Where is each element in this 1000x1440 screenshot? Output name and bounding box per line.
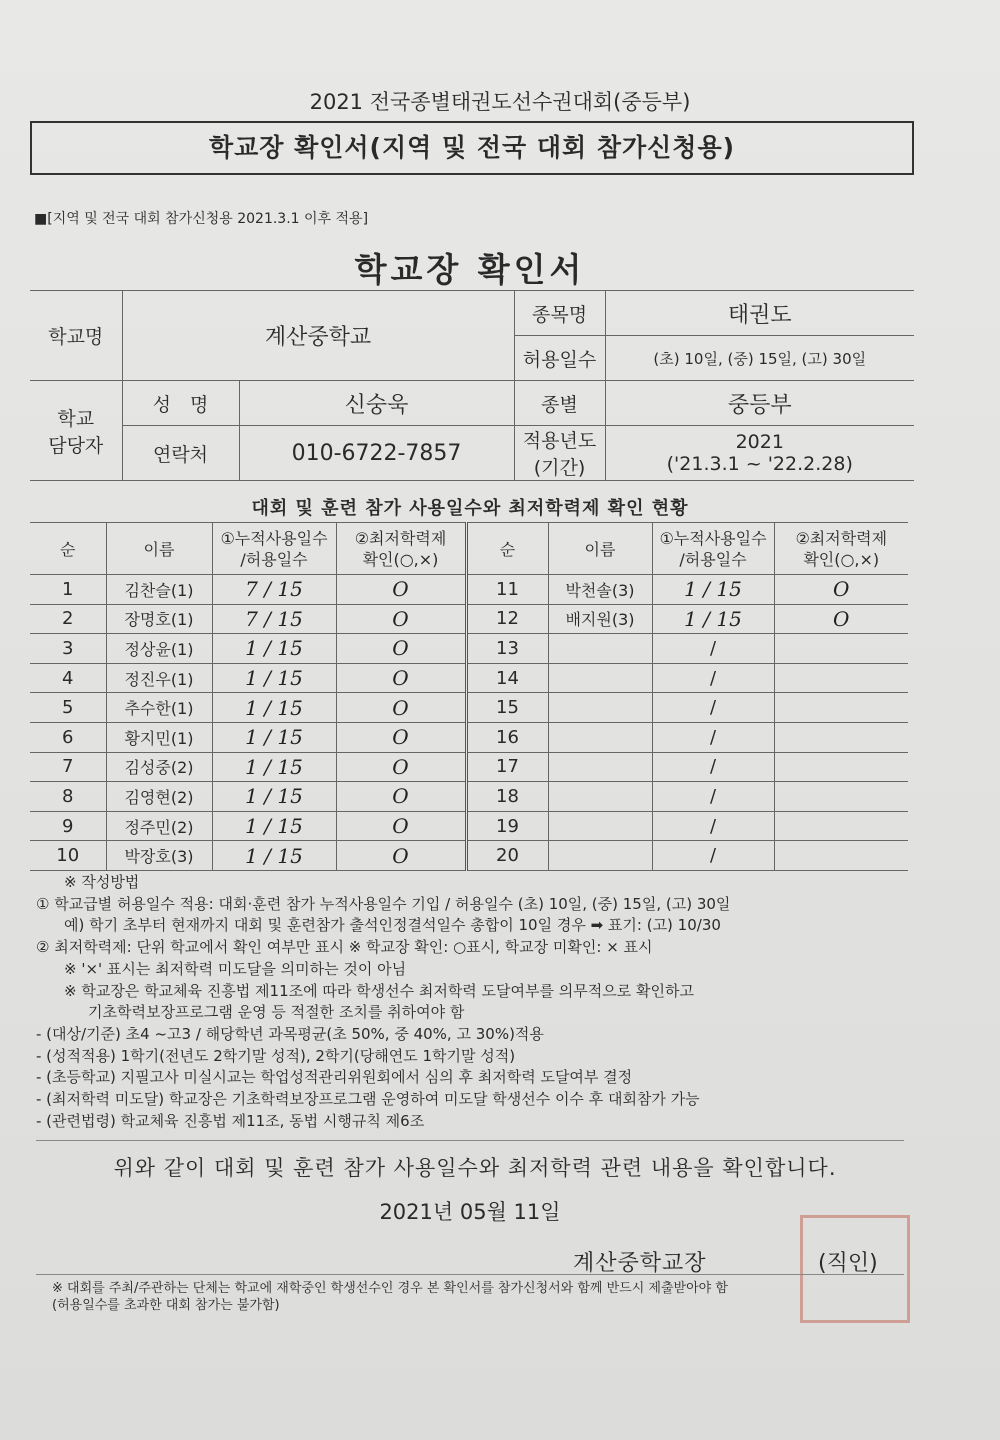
row-days: 1 / 15 [212,782,336,812]
row-no: 5 [30,693,106,723]
notice-text: ■[지역 및 전국 대회 참가신청용 2021.3.1 이후 적용] [34,211,369,227]
row-check [774,811,908,841]
contact-value: 010-6722-7857 [239,426,514,481]
row-name [548,752,652,782]
attendance-header-row [30,523,908,575]
row-name: 정진우(1) [106,663,212,693]
method-line: - (초등학교) 지필고사 미실시교는 학업성적관리위원회에서 심의 후 최저학력 도달여부 결정 [36,1068,633,1087]
school-label: 학교명 [30,291,122,381]
row-days: / [652,841,774,871]
table-row [30,663,908,693]
table-row [30,811,908,841]
row-no: 20 [466,841,548,871]
divider-line [36,1140,904,1141]
year-value [605,426,914,481]
year-label-1: 적용년도 [522,430,597,452]
table-row [30,575,908,605]
table-row [30,604,908,634]
row-check [774,752,908,782]
manager-label [30,381,122,481]
year-value-1: 2021 [735,431,784,453]
row-days: 1 / 15 [652,575,774,605]
row-check: O [336,634,466,664]
row-days: / [652,811,774,841]
col-check-1: ②최저학력제 [795,528,888,548]
row-check: O [336,782,466,812]
row-check: O [336,693,466,723]
school-value: 계산중학교 [122,291,514,381]
row-check [774,782,908,812]
row-check [774,693,908,723]
row-check: O [336,575,466,605]
allowed-label: 허용일수 [514,336,605,381]
method-line: - (대상/기준) 초4 ~고3 / 해당학년 과목평균(초 50%, 중 40%, 고 30%)적용 [36,1024,544,1043]
division-label: 종별 [514,381,605,426]
allowed-value: (초) 10일, (중) 15일, (고) 30일 [605,336,914,381]
row-days: / [652,693,774,723]
row-name [548,782,652,812]
row-days: / [652,722,774,752]
row-no: 13 [466,634,548,664]
col-check-right [774,523,908,575]
row-no: 2 [30,604,106,634]
contact-label: 연락처 [122,426,239,481]
row-check [774,663,908,693]
row-days: 1 / 15 [212,752,336,782]
row-days: 1 / 15 [212,693,336,723]
sport-label: 종목명 [514,291,605,336]
row-name: 박장호(3) [106,841,212,871]
row-no: 16 [466,722,548,752]
row-days: 1 / 15 [212,663,336,693]
method-title: ※ 작성방법 [64,873,140,891]
row-name: 장명호(1) [106,604,212,634]
col-days-left [212,523,336,575]
method-line: ※ '×' 표시는 최저학력 미도달을 의미하는 것이 아님 [64,959,407,978]
sport-value: 태권도 [605,291,914,336]
seal-label: (직인) [818,1251,878,1276]
row-no: 6 [30,722,106,752]
row-days: / [652,782,774,812]
row-check: O [336,811,466,841]
row-no: 12 [466,604,548,634]
year-value-2: ('21.3.1 ~ '22.2.28) [666,453,853,475]
row-days: / [652,663,774,693]
row-name: 정주민(2) [106,811,212,841]
table-row [30,634,908,664]
row-no: 15 [466,693,548,723]
row-no: 18 [466,782,548,812]
row-name: 황지민(1) [106,722,212,752]
row-check: O [774,604,908,634]
section-title: 대회 및 훈련 참가 사용일수와 최저학력제 확인 현황 [251,498,689,519]
row-name: 정상윤(1) [106,634,212,664]
method-line: 기초학력보장프로그램 운영 등 적절한 조치를 취하여야 함 [88,1003,465,1022]
row-days: / [652,752,774,782]
footnote-line: ※ 대회를 주최/주관하는 단체는 학교에 재학중인 학생선수인 경우 본 확인서를 참가신청서와 함께 반드시 제출받아야 함 [52,1281,728,1296]
row-name [548,663,652,693]
row-name [548,811,652,841]
col-days-1: ①누적사용일수 [659,528,767,548]
confirm-statement: 위와 같이 대회 및 훈련 참가 사용일수와 최저학력 관련 내용을 확인합니다. [113,1156,837,1180]
year-label-2: (기간) [533,457,586,479]
col-check-2: 확인(○,×) [803,549,880,569]
row-days: 1 / 15 [212,634,336,664]
row-no: 14 [466,663,548,693]
row-name [548,693,652,723]
row-no: 8 [30,782,106,812]
method-line: - (최저학력 미도달) 학교장은 기초학력보장프로그램 운영하여 미도달 학생선수 이수 후 대회참가 가능 [36,1090,700,1109]
row-check: O [336,752,466,782]
row-days: / [652,634,774,664]
row-check: O [336,722,466,752]
row-no: 4 [30,663,106,693]
document-title: 학교장 확인서 [354,250,586,289]
name-label: 성 명 [122,381,239,426]
row-days: 7 / 15 [212,575,336,605]
row-no: 17 [466,752,548,782]
footnote-line: (허용일수를 초과한 대회 참가는 불가함) [52,1298,280,1313]
name-value: 신숭욱 [239,381,514,426]
method-line: ※ 학교장은 학교체육 진흥법 제11조에 따라 학생선수 최저학력 도달여부를 의무적으로 확인하고 [64,981,694,1000]
event-title: 2021 전국종별태권도선수권대회(중등부) [309,90,691,114]
row-check: O [336,604,466,634]
row-no: 10 [30,841,106,871]
row-days: 7 / 15 [212,604,336,634]
row-check: O [336,841,466,871]
row-name [548,722,652,752]
divider-line [36,1274,904,1275]
info-table [30,290,914,481]
table-row [30,752,908,782]
col-name-left: 이름 [106,523,212,575]
row-name: 김영현(2) [106,782,212,812]
division-value: 중등부 [605,381,914,426]
row-check: O [774,575,908,605]
col-days-right [652,523,774,575]
row-no: 7 [30,752,106,782]
col-check-left [336,523,466,575]
row-name: 배지원(3) [548,604,652,634]
boxed-title: 학교장 확인서(지역 및 전국 대회 참가신청용) [30,121,914,175]
row-name: 김찬슬(1) [106,575,212,605]
row-name: 추수한(1) [106,693,212,723]
row-no: 19 [466,811,548,841]
col-no-right: 순 [466,523,548,575]
row-name [548,841,652,871]
row-no: 1 [30,575,106,605]
col-days-1: ①누적사용일수 [220,528,328,548]
col-check-2: 확인(○,×) [362,549,439,569]
table-row [30,722,908,752]
issue-date: 2021년 05월 11일 [379,1200,561,1224]
row-name [548,634,652,664]
row-days: 1 / 15 [212,722,336,752]
row-check: O [336,663,466,693]
manager-label-2: 담당자 [48,434,104,457]
row-check [774,841,908,871]
method-line: 예) 학기 초부터 현재까지 대회 및 훈련참가 출석인정결석일수 총합이 10일 경우 ➡ 표기: (고) 10/30 [64,916,721,935]
attendance-table [30,522,908,871]
table-row [30,782,908,812]
manager-label-1: 학교 [57,407,95,430]
row-check [774,634,908,664]
method-line: ② 최저학력제: 단위 학교에서 확인 여부만 표시 ※ 학교장 확인: ○표시, 학교장 미확인: × 표시 [36,938,653,957]
row-days: 1 / 15 [652,604,774,634]
col-days-2: /허용일수 [240,549,308,569]
row-days: 1 / 15 [212,811,336,841]
year-label [514,426,605,481]
col-check-1: ②최저학력제 [354,528,447,548]
row-name: 김성중(2) [106,752,212,782]
method-line: - (관련법령) 학교체육 진흥법 제11조, 동법 시행규칙 제6조 [36,1111,425,1130]
row-check [774,722,908,752]
col-name-right: 이름 [548,523,652,575]
method-line: ① 학교급별 허용일수 적용: 대회·훈련 참가 누적사용일수 기입 / 허용일수 (초) 10일, (중) 15일, (고) 30일 [36,894,731,913]
method-line: - (성적적용) 1학기(전년도 2학기말 성적), 2학기(당해연도 1학기말 성적) [36,1046,516,1065]
row-no: 9 [30,811,106,841]
principal-name: 계산중학교장 [573,1251,707,1276]
row-days: 1 / 15 [212,841,336,871]
row-no: 3 [30,634,106,664]
col-no-left: 순 [30,523,106,575]
footnote [52,1280,728,1314]
col-days-2: /허용일수 [679,549,747,569]
row-name: 박천솔(3) [548,575,652,605]
writing-method [36,872,936,1132]
table-row [30,693,908,723]
table-row [30,841,908,871]
row-no: 11 [466,575,548,605]
